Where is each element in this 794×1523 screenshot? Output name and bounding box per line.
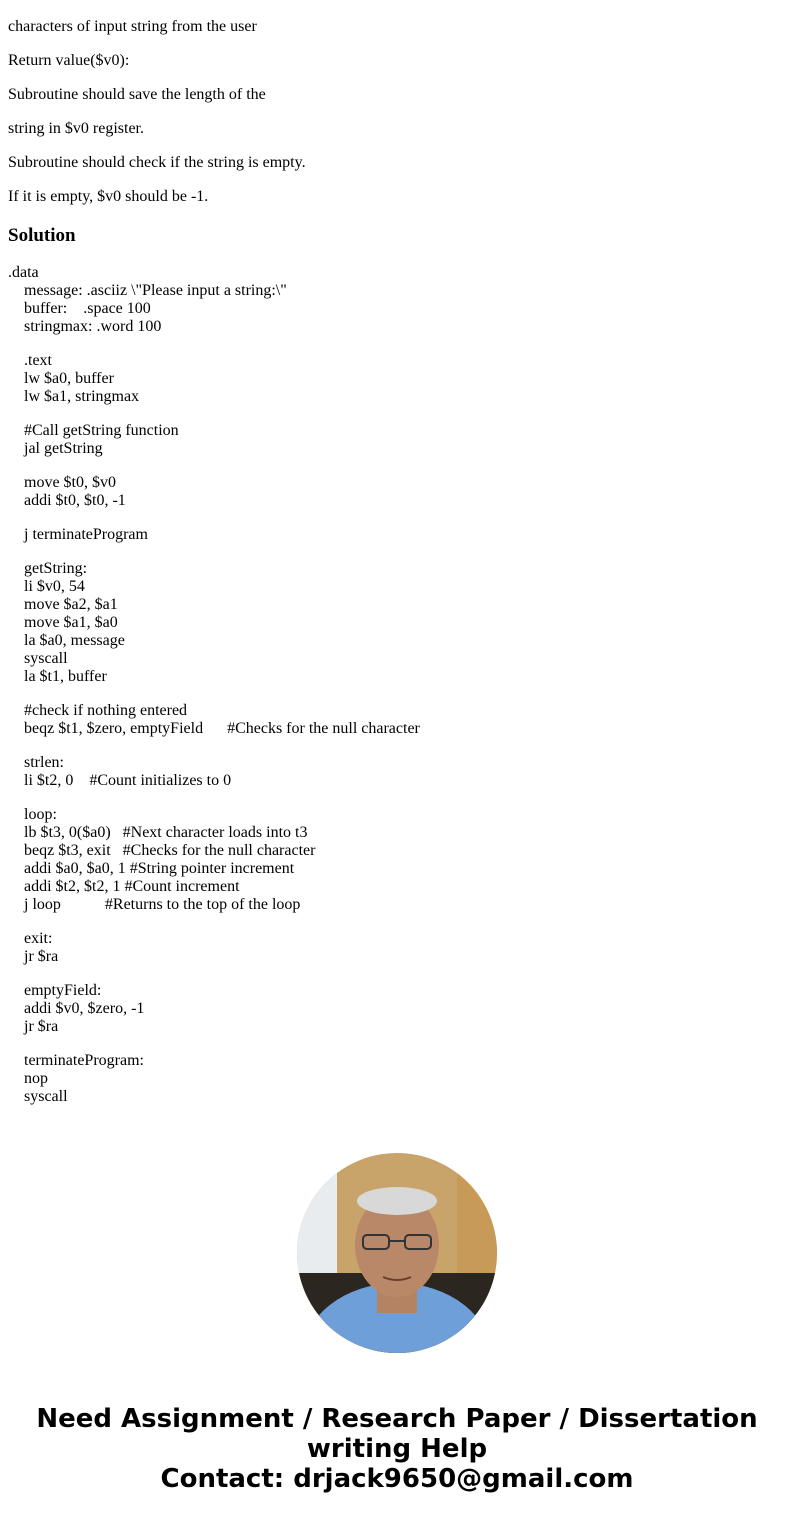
code-line: message: .asciiz \"Please input a string:\" [8,282,287,299]
code-line: la $t1, buffer [8,668,107,685]
code-line: beqz $t1, $zero, emptyField #Checks for the null character [8,720,420,737]
author-avatar [297,1153,497,1353]
code-line [8,1036,420,1052]
code-line [8,738,420,754]
code-line: syscall [8,1088,68,1105]
contact-banner [0,1404,794,1494]
code-line [8,544,420,560]
code-line: j terminateProgram [8,526,148,543]
code-line: move $a1, $a0 [8,614,118,631]
problem-line-3: Subroutine should save the length of the [8,86,266,103]
code-line: lw $a1, stringmax [8,388,140,405]
code-line: move $a2, $a1 [8,596,118,613]
code-line [8,406,420,422]
code-line: addi $a0, $a0, 1 #String pointer increment [8,860,295,877]
code-line: jr $ra [8,1018,59,1035]
code-line: #check if nothing entered [8,702,188,719]
solution-code-block [8,264,420,1106]
code-line [8,510,420,526]
contact-banner-line-2: writing Help [306,1434,488,1464]
code-line: li $v0, 54 [8,578,85,595]
problem-line-2: Return value($v0): [8,52,130,69]
code-line: j loop #Returns to the top of the loop [8,896,301,913]
code-line: jr $ra [8,948,59,965]
contact-banner-line-1: Need Assignment / Research Paper / Dissertation [36,1404,758,1434]
code-line: stringmax: .word 100 [8,318,162,335]
code-line: syscall [8,650,68,667]
code-line: jal getString [8,440,103,457]
code-line: addi $t2, $t2, 1 #Count increment [8,878,240,895]
code-line: lw $a0, buffer [8,370,114,387]
code-line: move $t0, $v0 [8,474,116,491]
problem-line-5: Subroutine should check if the string is empty. [8,154,306,171]
code-line: emptyField: [8,982,102,999]
code-line: .text [8,352,52,369]
code-line: strlen: [8,754,64,771]
code-line: exit: [8,930,53,947]
code-line [8,458,420,474]
clipped-top-text [8,0,178,1]
code-line: #Call getString function [8,422,179,439]
author-photo-icon [297,1153,497,1353]
code-line: lb $t3, 0($a0) #Next character loads into t3 [8,824,308,841]
code-line: terminateProgram: [8,1052,144,1069]
code-line [8,914,420,930]
code-line: loop: [8,806,57,823]
problem-line-4: string in $v0 register. [8,120,144,137]
code-line [8,686,420,702]
problem-line-6: If it is empty, $v0 should be -1. [8,188,209,205]
solution-heading: Solution [8,225,76,246]
code-line: addi $t0, $t0, -1 [8,492,126,509]
code-line: nop [8,1070,48,1087]
code-line: .data [8,264,39,281]
code-line: getString: [8,560,88,577]
code-line [8,966,420,982]
code-line: addi $v0, $zero, -1 [8,1000,145,1017]
code-line: la $a0, message [8,632,125,649]
problem-line-1: characters of input string from the user [8,18,257,35]
code-line [8,336,420,352]
code-line: buffer: .space 100 [8,300,151,317]
code-line: beqz $t3, exit #Checks for the null character [8,842,316,859]
code-line [8,790,420,806]
code-line: li $t2, 0 #Count initializes to 0 [8,772,232,789]
contact-banner-line-3: Contact: drjack9650@gmail.com [160,1464,634,1494]
